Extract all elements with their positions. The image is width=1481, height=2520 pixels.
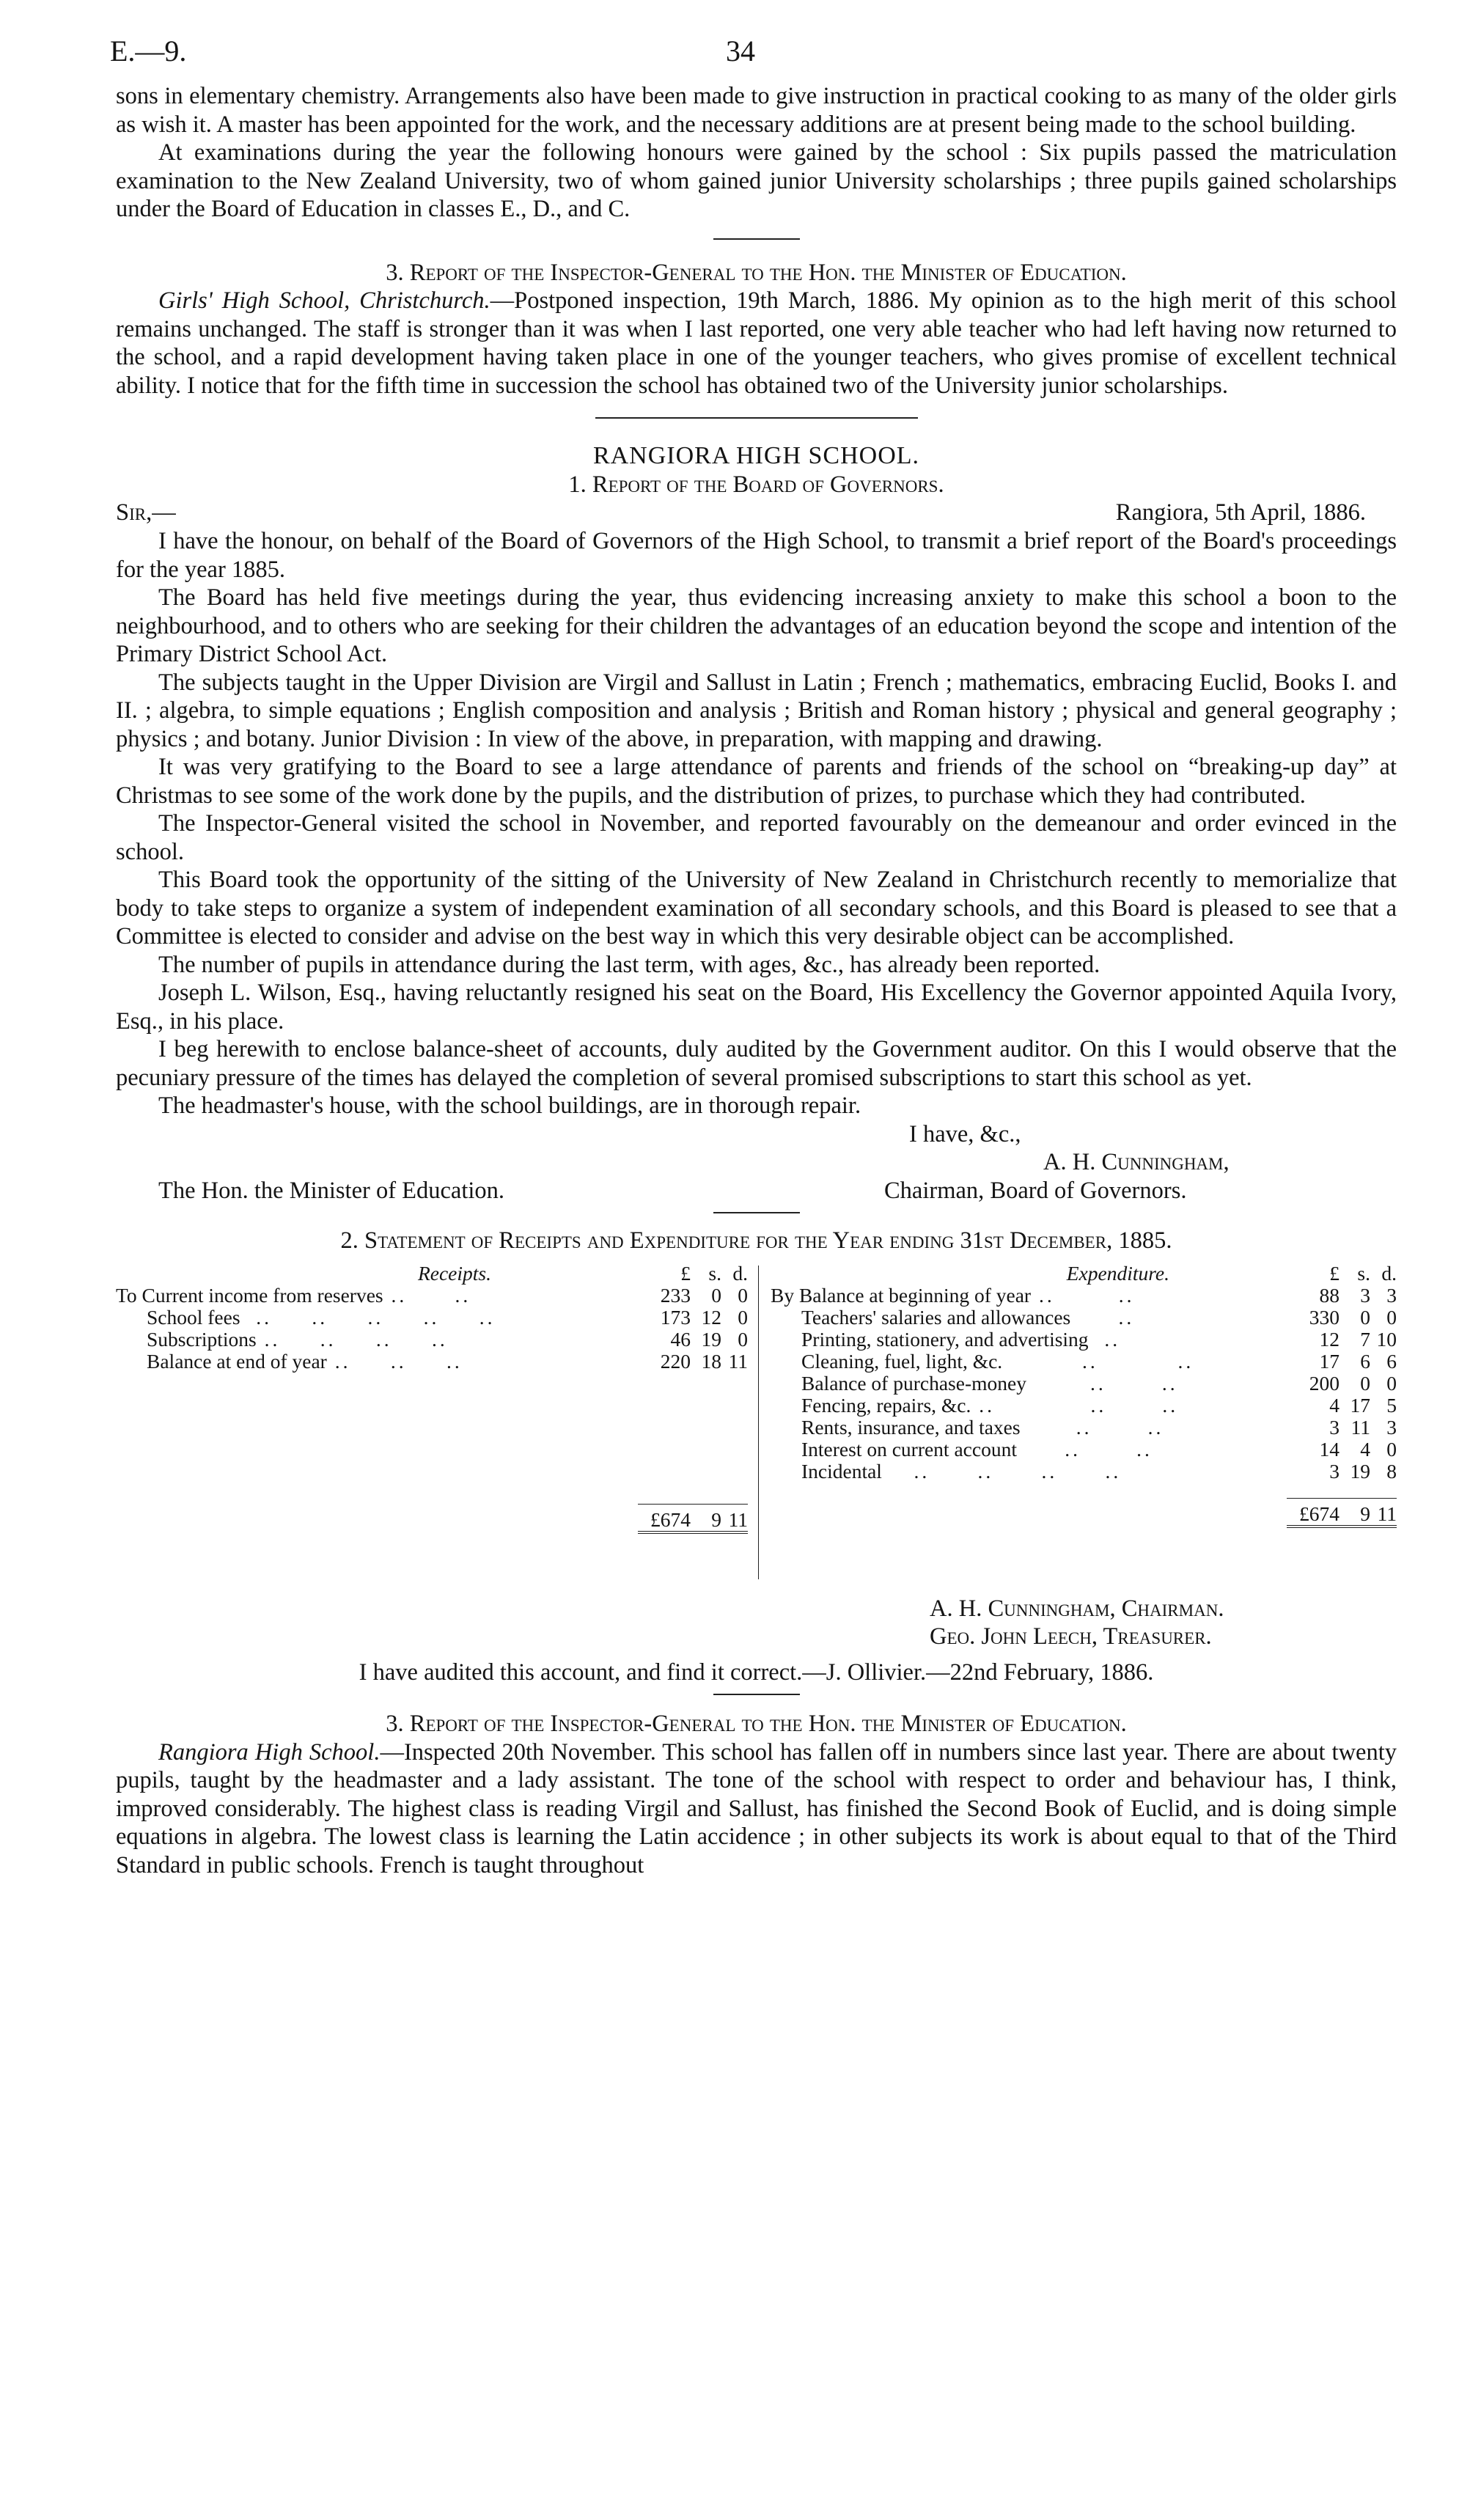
pounds: 200 (1309, 1371, 1339, 1395)
table-row: To Current income from reserves .. .. 233 0 0 (116, 1283, 748, 1307)
total-pounds: £674 (1287, 1499, 1339, 1527)
pence: 5 (1386, 1393, 1397, 1417)
pounds: 173 (660, 1305, 691, 1329)
row-label: By Balance at beginning of year (771, 1283, 1032, 1307)
row-label: Incidental (801, 1459, 882, 1483)
document-reference: E.—9. (110, 34, 187, 67)
shillings: 7 (1360, 1327, 1370, 1351)
letter-paragraph: It was very gratifying to the Board to see a large attendance of parents and friends of the school on “breaking-up day” at Christmas to see some of the work done by the pupils, and the distribution of prizes, to purchase which they had contributed. (116, 754, 1397, 809)
letter-paragraph: The subjects taught in the Upper Division are Virgil and Sallust in Latin ; French ; mathematics, embracing Euclid, Books I. and II. ; algebra, to simple equations ; English composition and analysis ; British and Roman history ; physical and general geography ; physics ; and botany. Junior Division : In view of the above, in preparation, with mapping and drawing. (116, 669, 1397, 752)
shillings: 0 (711, 1283, 721, 1307)
signer-name: A. H. Cunningham, (1043, 1149, 1230, 1175)
pounds: 17 (1319, 1349, 1339, 1373)
report-lead-rangiora: Rangiora High School. (158, 1738, 381, 1766)
pence: 6 (1386, 1349, 1397, 1373)
salutation-row (116, 499, 1397, 527)
pounds: 4 (1329, 1393, 1339, 1417)
pence: 3 (1386, 1415, 1397, 1439)
section-title: RANGIORA HIGH SCHOOL. (592, 442, 920, 469)
row-label: Fencing, repairs, &c. (801, 1393, 971, 1417)
row-label: Rents, insurance, and taxes (801, 1415, 1021, 1439)
shillings: 0 (1360, 1371, 1370, 1395)
expenditure-column (771, 1263, 1397, 1529)
salutation: Sir,— (116, 499, 176, 526)
shillings: 3 (1360, 1283, 1370, 1307)
total-shillings: 9 (691, 1505, 721, 1533)
table-row: Balance of purchase-money .. .. 200 0 0 (801, 1371, 1397, 1395)
receipts-table (116, 1263, 748, 1535)
shillings: 18 (701, 1349, 721, 1373)
page-header (110, 29, 1397, 82)
row-label: Balance at end of year (147, 1349, 327, 1373)
shillings-col-label: s. (1357, 1261, 1370, 1285)
receipts-column (116, 1263, 748, 1535)
statement-signatures (116, 1595, 1397, 1651)
pounds: 14 (1319, 1437, 1339, 1461)
pounds: 3 (1329, 1459, 1339, 1483)
report-body-rangiora: —Inspected 20th November. This school has fallen off in numbers since last year. There are about twenty pupils, taught by the headmaster and a lady assistant. The tone of the school with respect to order and behaviour has, I think, improved considerably. The highest class is reading Virgil and Sallust, has finished the Second Book of Euclid, and is doing simple equations in algebra. The lowest class is learning the Latin accidence ; in other subjects its work is about equal to that of the Third Standard in public schools. French is taught throughout (116, 1738, 1397, 1878)
table-row: Subscriptions .. .. .. .. 46 19 0 (147, 1327, 748, 1351)
divider (713, 1212, 800, 1213)
shillings: 11 (1350, 1415, 1370, 1439)
divider (713, 238, 800, 240)
shillings: 19 (1350, 1459, 1370, 1483)
row-label: Balance of purchase-money (801, 1371, 1026, 1395)
treasurer-signature: Geo. John Leech, Treasurer. (930, 1623, 1212, 1650)
total-pence: 11 (721, 1505, 748, 1533)
intro-paragraph-1: sons in elementary chemistry. Arrangements also have been made to give instruction in practical cooking to as many of the older girls as wish it. A master has been appointed for the work, and the necessary additions are at present being made to the school building. (116, 83, 1397, 138)
letter-paragraph: This Board took the opportunity of the sitting of the University of New Zealand in Christchurch recently to memorialize that body to take steps to organize a system of independent examination of all secondary schools, and this Board is pleased to see that a Committee is elected to consider and advise on the best way in which this very desirable object can be accomplished. (116, 867, 1397, 949)
section-divider (595, 417, 918, 419)
shillings: 6 (1360, 1349, 1370, 1373)
table-row: Cleaning, fuel, light, &c. .. .. 17 6 6 (801, 1349, 1397, 1373)
report-body-christchurch: —Postponed inspection, 19th March, 1886. My opinion as to the high merit of this school remains unchanged. The staff is stronger than it was when I last reported, one very able teacher who had left having now returned to the school, and a rapid development having taken place in one of the younger teachers, who gives promise of excellent technical ability. I notice that for the fifth time in succession the school has obtained two of the University junior scholarships. (116, 287, 1397, 399)
total-row (771, 1499, 1397, 1527)
report-heading-rangiora: 3. Report of the Inspector-General to the Hon. the Minister of Education. (386, 1711, 1127, 1737)
letter-paragraph: The Board has held five meetings during the year, thus evidencing increasing anxiety to make this school a boon to the neighbourhood, and to others who are seeking for their children the advantages of an education beyond the scope and intention of the Primary District School Act. (116, 584, 1397, 667)
receipts-header-row (116, 1263, 748, 1285)
pounds: 220 (660, 1349, 691, 1373)
row-label: Cleaning, fuel, light, &c. (801, 1349, 1003, 1373)
report-paragraph-rangiora (116, 1738, 1397, 1880)
column-divider (758, 1265, 759, 1579)
statement-heading: 2. Statement of Receipts and Expenditure for the Year ending 31st December, 1885. (340, 1227, 1172, 1254)
total-shillings: 9 (1339, 1499, 1370, 1527)
pounds: 3 (1329, 1415, 1339, 1439)
section-subtitle: 1. Report of the Board of Governors. (568, 471, 944, 498)
letter-paragraph: The headmaster's house, with the school buildings, are in thorough repair. (158, 1092, 861, 1119)
addressee: The Hon. the Minister of Education. (158, 1177, 505, 1204)
shillings: 17 (1350, 1393, 1370, 1417)
pence: 11 (728, 1349, 748, 1373)
signature-block (116, 1120, 1397, 1205)
pence: 3 (1386, 1283, 1397, 1307)
pence: 10 (1376, 1327, 1397, 1351)
divider (713, 1694, 800, 1695)
audit-statement: I have audited this account, and find it correct.—J. Ollivier.—22nd February, 1886. (359, 1658, 1154, 1686)
total-pence: 11 (1370, 1499, 1397, 1527)
page-number: 34 (726, 34, 755, 67)
table-row: Incidental .. .. .. .. 3 19 8 (801, 1459, 1397, 1483)
pounds: 233 (660, 1283, 691, 1307)
pence: 0 (1386, 1371, 1397, 1395)
row-label: Printing, stationery, and advertising (801, 1327, 1089, 1351)
report-paragraph-christchurch (116, 287, 1397, 400)
letter-paragraph: Joseph L. Wilson, Esq., having reluctantly resigned his seat on the Board, His Excellency the Governor appointed Aquila Ivory, Esq., in his place. (116, 980, 1397, 1035)
pounds: 12 (1319, 1327, 1339, 1351)
shillings: 19 (701, 1327, 721, 1351)
pounds: 88 (1319, 1283, 1339, 1307)
table-row: Interest on current account .. .. 14 4 0 (801, 1437, 1397, 1461)
report-lead-christchurch: Girls' High School, Christchurch. (158, 287, 490, 314)
table-row: Balance at end of year .. .. .. 220 18 11 (147, 1349, 748, 1373)
pence: 0 (1386, 1437, 1397, 1461)
signer-title: Chairman, Board of Governors. (884, 1177, 1187, 1204)
pence: 0 (738, 1283, 748, 1307)
shillings: 0 (1360, 1305, 1370, 1329)
letter-paragraph: I beg herewith to enclose balance-sheet of accounts, duly audited by the Government auditor. On this I would observe that the pecuniary pressure of the times has delayed the completion of several promised subscriptions to start this school as yet. (116, 1036, 1397, 1091)
pounds-col-label: £ (680, 1261, 691, 1285)
table-row: Fencing, repairs, &c. .. .. .. 4 17 5 (801, 1393, 1397, 1417)
expenditure-table (771, 1263, 1397, 1529)
letter-paragraph: The Inspector-General visited the school in November, and reported favourably on the demeanour and order evinced in the school. (116, 810, 1397, 865)
pounds-col-label: £ (1329, 1261, 1339, 1285)
row-label: Interest on current account (801, 1437, 1017, 1461)
shillings-col-label: s. (708, 1261, 721, 1285)
pence: 8 (1386, 1459, 1397, 1483)
pence-col-label: d. (1381, 1261, 1397, 1285)
row-label: Subscriptions (147, 1327, 257, 1351)
pence: 0 (1386, 1305, 1397, 1329)
pence: 0 (738, 1305, 748, 1329)
expenditure-header-row (771, 1263, 1397, 1285)
shillings: 12 (701, 1305, 721, 1329)
intro-paragraph-2: At examinations during the year the following honours were gained by the school : Six pupils passed the matriculation examination to the New Zealand University, two of whom gained junior University scholarships ; three pupils gained scholarships under the Board of Education in classes E., D., and C. (116, 139, 1397, 222)
receipts-label: Receipts. (417, 1261, 491, 1285)
pence: 0 (738, 1327, 748, 1351)
expenditure-label: Expenditure. (1066, 1261, 1169, 1285)
table-row: Printing, stationery, and advertising .. 12 7 10 (801, 1327, 1397, 1351)
letter-paragraph: The number of pupils in attendance during the last term, with ages, &c., has already been reported. (158, 951, 1100, 978)
pounds: 46 (670, 1327, 691, 1351)
shillings: 4 (1360, 1437, 1370, 1461)
closing: I have, &c., (909, 1120, 1021, 1147)
letter-paragraph: I have the honour, on behalf of the Board of Governors of the High School, to transmit a brief report of the Board's proceedings for the year 1885. (116, 528, 1397, 583)
report-heading-christchurch: 3. Report of the Inspector-General to the Hon. the Minister of Education. (386, 259, 1127, 286)
row-label: School fees (147, 1305, 240, 1329)
place-date: Rangiora, 5th April, 1886. (1115, 499, 1366, 526)
table-row: Rents, insurance, and taxes .. .. 3 11 3 (801, 1415, 1397, 1439)
chairman-signature: A. H. Cunningham, Chairman. (930, 1595, 1224, 1622)
table-row: Teachers' salaries and allowances .. 330 0 0 (801, 1305, 1397, 1329)
pounds: 330 (1309, 1305, 1339, 1329)
row-label: To Current income from reserves (116, 1283, 383, 1307)
table-row: By Balance at beginning of year .. .. 88 3 3 (771, 1283, 1397, 1307)
page (110, 29, 1397, 1879)
pence-col-label: d. (732, 1261, 748, 1285)
balance-sheet (116, 1263, 1397, 1604)
row-label: Teachers' salaries and allowances (801, 1305, 1071, 1329)
table-row: School fees .. .. .. .. .. 173 12 0 (147, 1305, 748, 1329)
total-row (116, 1505, 748, 1533)
total-pounds: £674 (638, 1505, 691, 1533)
